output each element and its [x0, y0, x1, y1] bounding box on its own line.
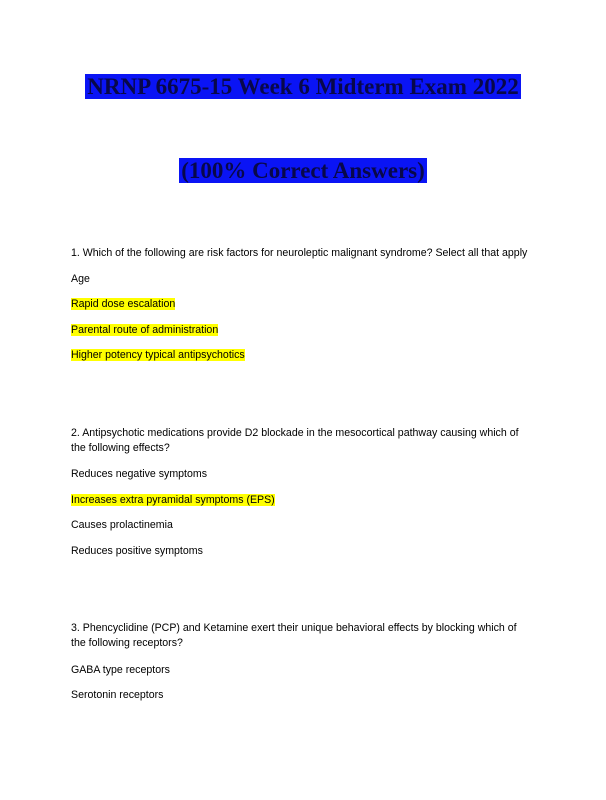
- option-label: Reduces positive symptoms: [71, 545, 203, 557]
- question-2-option-1: [71, 467, 207, 481]
- question-3-option-2: [71, 688, 163, 702]
- question-2-option-2: [71, 493, 275, 507]
- question-1-text: 1. Which of the following are risk factors for neuroleptic malignant syndrome? Select all that apply: [71, 247, 528, 259]
- option-label: Reduces negative symptoms: [71, 468, 208, 480]
- option-label: Causes prolactinemia: [71, 519, 173, 531]
- question-1-option-4: [71, 348, 245, 362]
- document-subtitle-text: (100% Correct Answers): [181, 158, 425, 183]
- question-1-option-2: [71, 297, 175, 311]
- document-subtitle: [0, 156, 606, 186]
- question-3-text: 3. Phencyclidine (PCP) and Ketamine exert their unique behavioral effects by blocking which of the following receptors?: [71, 622, 517, 649]
- question-3-option-1: [71, 663, 170, 677]
- option-label: Serotonin receptors: [71, 689, 164, 701]
- option-label-highlighted: Parental route of administration: [71, 324, 219, 336]
- document-title: [0, 72, 606, 102]
- option-label: Age: [71, 273, 90, 285]
- document-title-text: NRNP 6675-15 Week 6 Midterm Exam 2022: [87, 74, 519, 99]
- option-label-highlighted: Increases extra pyramidal symptoms (EPS): [71, 494, 275, 506]
- question-1-option-3: [71, 323, 218, 337]
- option-label-highlighted: Higher potency typical antipsychotics: [71, 349, 245, 361]
- question-2-option-4: [71, 544, 203, 558]
- question-2-option-3: [71, 518, 173, 532]
- question-1-option-1: [71, 272, 90, 286]
- option-label-highlighted: Rapid dose escalation: [71, 298, 176, 310]
- option-label: GABA type receptors: [71, 664, 170, 676]
- question-2-text: 2. Antipsychotic medications provide D2 blockade in the mesocortical pathway causing which of the following effects?: [71, 427, 519, 454]
